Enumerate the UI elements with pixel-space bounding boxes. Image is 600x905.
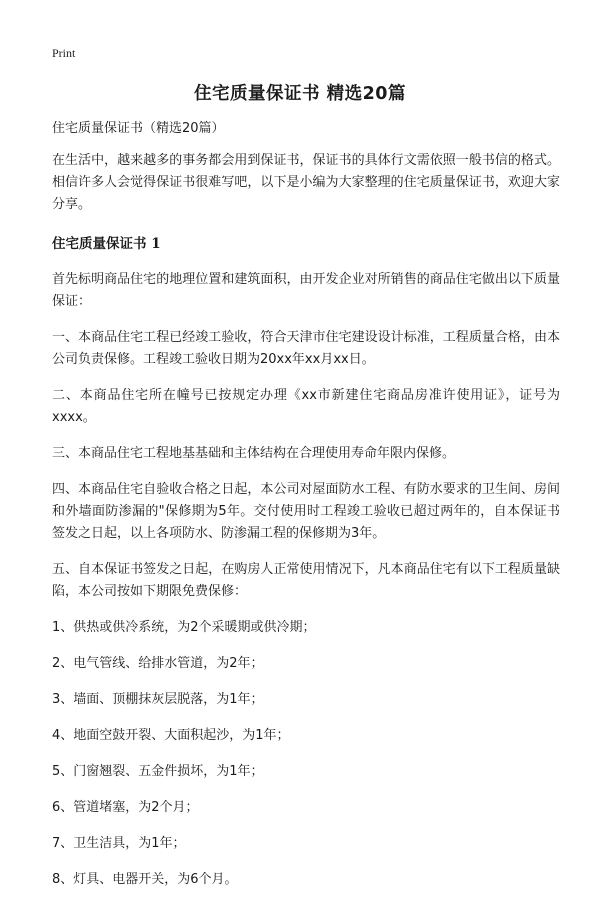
paragraph: 三、本商品住宅工程地基基础和主体结构在合理使用寿命年限内保修。 <box>52 446 456 461</box>
paragraph: 五、自本保证书签发之日起，在购房人正常使用情况下，凡本商品住宅有以下工程质量缺陷，本公司按如下期限免费保修： <box>52 562 560 599</box>
list-item: 6、管道堵塞，为2个月； <box>52 800 199 815</box>
list-item: 4、地面空鼓开裂、大面积起沙，为1年； <box>52 728 290 743</box>
intro-paragraph: 在生活中，越来越多的事务都会用到保证书，保证书的具体行文需依照一般书信的格式。相信许多人会觉得保证书很难写吧，以下是小编为大家整理的住宅质量保证书，欢迎大家分享。 <box>52 153 560 212</box>
paragraph: 四、本商品住宅自验收合格之日起，本公司对屋面防水工程、有防水要求的卫生间、房间和外墙面防渗漏的"保修期为5年。交付使用时工程竣工验收已超过两年的，自本保证书签发之日起，以上各项防水、防渗漏工程的保修期为3年。 <box>52 482 560 541</box>
list-item: 7、卫生洁具，为1年； <box>52 836 186 851</box>
list-item: 3、墙面、顶棚抹灰层脱落，为1年； <box>52 692 264 707</box>
page-title: 住宅质量保证书 精选20篇 <box>194 84 406 104</box>
list-item: 1、供热或供冷系统，为2个采暖期或供冷期； <box>52 620 316 635</box>
print-link[interactable]: Print <box>52 46 76 60</box>
section-heading: 住宅质量保证书 1 <box>52 236 161 252</box>
list-item: 2、电气管线、给排水管道，为2年； <box>52 656 264 671</box>
document-subtitle: 住宅质量保证书（精选20篇） <box>52 121 225 136</box>
document-body <box>52 118 560 905</box>
paragraph: 二、本商品住宅所在幢号已按规定办理《xx市新建住宅商品房准许使用证》，证号为xxxx。 <box>52 388 560 425</box>
paragraph: 首先标明商品住宅的地理位置和建筑面积，由开发企业对所销售的商品住宅做出以下质量保证： <box>52 272 560 309</box>
list-item: 8、灯具、电器开关，为6个月。 <box>52 872 238 887</box>
paragraph: 一、本商品住宅工程已经竣工验收，符合天津市住宅建设设计标准，工程质量合格，由本公司负责保修。工程竣工验收日期为20xx年xx月xx日。 <box>52 330 560 367</box>
list-item: 5、门窗翘裂、五金件损坏，为1年； <box>52 764 264 779</box>
